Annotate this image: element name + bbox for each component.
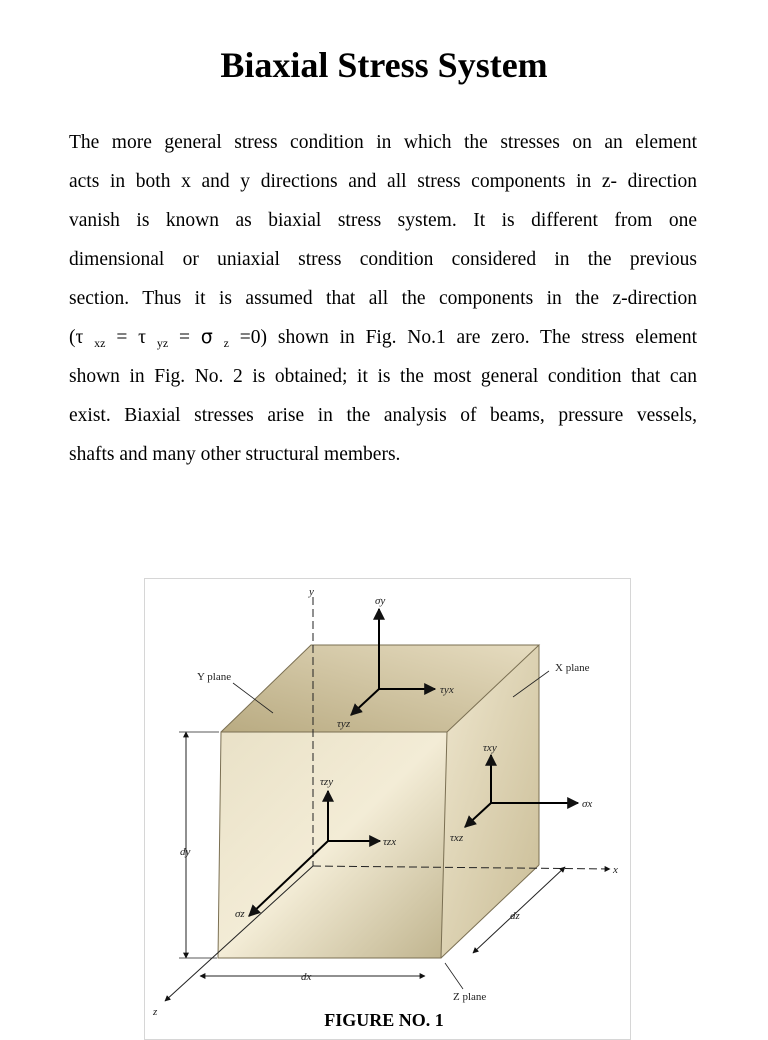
subscript-yz: yz — [156, 336, 169, 350]
tau-xy-label: τxy — [483, 742, 497, 754]
subscript-xz: xz — [94, 336, 106, 350]
tau-zy-label: τzy — [320, 776, 334, 788]
y-plane-label: Y plane — [197, 671, 232, 683]
front-face — [218, 732, 447, 958]
stress-cube-diagram — [145, 579, 630, 1039]
paragraph-line-5: section. Thus it is assumed that all the components in the z-direction — [69, 288, 697, 309]
paragraph-line-8: exist. Biaxial stresses arise in the analysis of beams, pressure vessels, — [69, 405, 697, 426]
page-title: Biaxial Stress System — [220, 45, 548, 85]
sigma-x-label: σx — [582, 798, 593, 810]
tau-symbol: τ — [75, 327, 84, 348]
paragraph-line-4: dimensional or uniaxial stress condition considered in the previous — [69, 249, 697, 270]
dy-label: dy — [180, 846, 191, 858]
paragraph-line-3: vanish is known as biaxial stress system. It is different from one — [69, 210, 697, 231]
subscript-z: z — [223, 336, 229, 350]
dz-label: dz — [510, 910, 520, 922]
open-paren: ( — [69, 327, 76, 348]
z-axis-label: z — [153, 1006, 158, 1018]
sigma-z-label: σz — [235, 908, 245, 920]
tau-xz-label: τxz — [450, 832, 464, 844]
paragraph-line-9: shafts and many other structural members. — [69, 444, 401, 465]
tau-yx-label: τyx — [440, 684, 454, 696]
paragraph-line-7: shown in Fig. No. 2 is obtained; it is the most general condition that can — [69, 366, 697, 387]
figure-caption: FIGURE NO. 1 — [324, 1010, 444, 1030]
paragraph-line-2: acts in both x and y directions and all stress components in z- direction — [69, 171, 697, 192]
x-axis-label: x — [613, 864, 618, 876]
stress-element-figure — [144, 578, 631, 1040]
body-paragraph — [69, 123, 697, 474]
tau-zx-label: τzx — [383, 836, 397, 848]
tau-symbol-2: τ — [138, 327, 146, 348]
dx-label: dx — [301, 971, 312, 983]
equals-1: = — [105, 327, 139, 348]
tau-yz-label: τyz — [337, 718, 351, 730]
paragraph-line-1: The more general stress condition in which the stresses on an element — [69, 132, 697, 153]
z-plane-leader — [445, 963, 463, 989]
sigma-y-label: σy — [375, 595, 386, 607]
y-axis-label: y — [309, 586, 314, 598]
equals-2: = — [168, 327, 201, 348]
paragraph-line-6-rest: =0) shown in Fig. No.1 are zero. The stress element — [228, 327, 698, 348]
z-plane-label: Z plane — [453, 991, 487, 1003]
sigma-symbol: σ — [200, 326, 213, 348]
x-plane-label: X plane — [555, 662, 590, 674]
paragraph-line-6 — [69, 318, 697, 357]
